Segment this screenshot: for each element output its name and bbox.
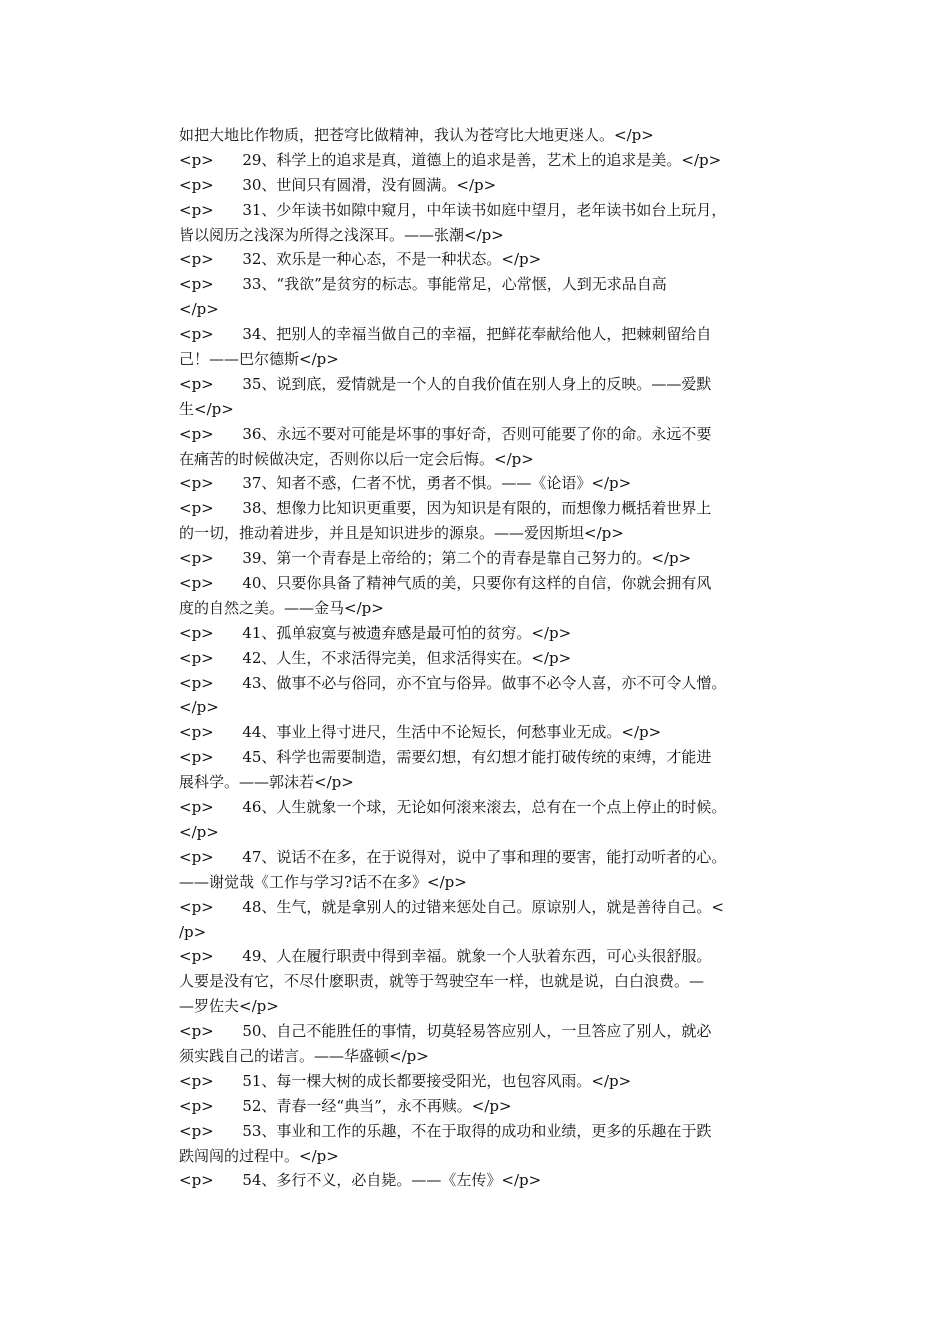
text-line: <p> 54、多行不义，必自毙。——《左传》</p> xyxy=(179,1171,542,1190)
text-line: <p> 53、事业和工作的乐趣，不在于取得的成功和业绩，更多的乐趣在于跌 xyxy=(179,1121,712,1140)
text-line: <p> 52、青春一经“典当”，永不再赎。</p> xyxy=(179,1096,512,1115)
text-line: </p> xyxy=(179,822,219,841)
document-body xyxy=(179,123,779,1193)
text-line: <p> 47、说话不在多，在于说得对，说中了事和理的要害，能打动听者的心。 xyxy=(179,847,727,866)
text-line: <p> 50、自己不能胜任的事情，切莫轻易答应别人，一旦答应了别人，就必 xyxy=(179,1022,712,1041)
text-line: 皆以阅历之浅深为所得之浅深耳。——张潮</p> xyxy=(179,225,504,244)
text-line: <p> 38、想像力比知识更重要，因为知识是有限的，而想像力概括着世界上 xyxy=(179,499,712,518)
text-line: 跌闯闯的过程中。</p> xyxy=(179,1146,339,1165)
text-line: ——谢觉哉《工作与学习?话不在多》</p> xyxy=(179,872,467,891)
text-line: <p> 48、生气，就是拿别人的过错来惩处自己。原谅别人，就是善待自己。< xyxy=(179,897,725,916)
text-line: </p> xyxy=(179,300,219,319)
text-line: <p> 29、科学上的追求是真，道德上的追求是善，艺术上的追求是美。</p> xyxy=(179,150,722,169)
text-line: <p> 37、知者不惑，仁者不忧，勇者不惧。——《论语》</p> xyxy=(179,474,632,493)
text-line: /p> xyxy=(179,922,207,941)
text-line: 如把大地比作物质，把苍穹比做精神，我认为苍穹比大地更迷人。</p> xyxy=(179,126,654,144)
text-line: <p> 44、事业上得寸进尺，生活中不论短长，何愁事业无成。</p> xyxy=(179,723,662,742)
text-line: <p> 45、科学也需要制造，需要幻想，有幻想才能打破传统的束缚，才能进 xyxy=(179,748,712,767)
text-line: <p> 33、“我欲”是贫穷的标志。事能常足，心常惬，人到无求品自高 xyxy=(179,275,667,294)
text-line: <p> 32、欢乐是一种心态，不是一种状态。</p> xyxy=(179,250,542,269)
text-line: 在痛苦的时候做决定，否则你以后一定会后悔。</p> xyxy=(179,449,534,468)
text-line: <p> 30、世间只有圆滑，没有圆满。</p> xyxy=(179,175,497,194)
text-line: 生</p> xyxy=(179,399,234,418)
text-line: 展科学。——郭沫若</p> xyxy=(179,773,354,792)
text-line: 的一切，推动着进步，并且是知识进步的源泉。——爱因斯坦</p> xyxy=(179,524,624,543)
text-line: <p> 36、永远不要对可能是坏事的事好奇，否则可能要了你的命。永远不要 xyxy=(179,424,712,443)
text-line: 人要是没有它，不尽什麽职责，就等于驾驶空车一样，也就是说，白白浪费。— xyxy=(179,972,705,991)
text-line: <p> 46、人生就象一个球，无论如何滚来滚去，总有在一个点上停止的时候。 xyxy=(179,798,727,817)
text-line: <p> 35、说到底，爱情就是一个人的自我价值在别人身上的反映。——爱默 xyxy=(179,374,712,393)
text-line: 己！——巴尔德斯</p> xyxy=(179,350,339,369)
text-line: <p> 49、人在履行职责中得到幸福。就象一个人驮着东西，可心头很舒服。 xyxy=(179,947,712,966)
text-line: <p> 41、孤单寂寞与被遗弃感是最可怕的贫穷。</p> xyxy=(179,623,572,642)
text-line: —罗佐夫</p> xyxy=(179,997,279,1016)
text-line: <p> 43、做事不必与俗同，亦不宜与俗异。做事不必令人喜，亦不可令人憎。 xyxy=(179,673,727,692)
text-line: 须实践自己的诺言。——华盛顿</p> xyxy=(179,1046,429,1065)
text-line: <p> 34、把别人的幸福当做自己的幸福，把鲜花奉献给他人，把棘刺留给自 xyxy=(179,325,712,344)
text-line: <p> 31、少年读书如隙中窥月，中年读书如庭中望月，老年读书如台上玩月， xyxy=(179,200,727,219)
text-line: <p> 51、每一棵大树的成长都要接受阳光，也包容风雨。</p> xyxy=(179,1071,632,1090)
text-line: 度的自然之美。——金马</p> xyxy=(179,598,384,617)
text-line: <p> 39、第一个青春是上帝给的；第二个的青春是靠自己努力的。</p> xyxy=(179,549,692,568)
text-line: <p> 42、人生，不求活得完美，但求活得实在。</p> xyxy=(179,648,572,667)
text-line: <p> 40、只要你具备了精神气质的美，只要你有这样的自信，你就会拥有风 xyxy=(179,574,712,593)
text-line: </p> xyxy=(179,698,219,717)
